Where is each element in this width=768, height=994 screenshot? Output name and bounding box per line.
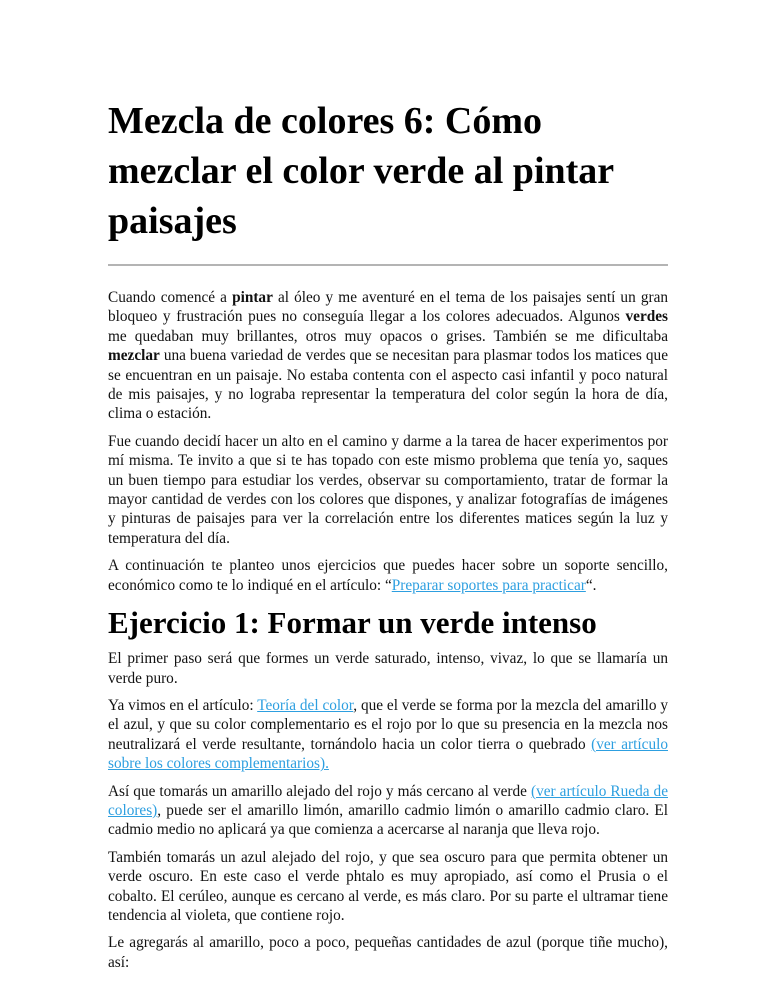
intro-paragraph-3 <box>108 556 668 595</box>
text: me quedaban muy brillantes, otros muy opacos o grises. También se me dificultaba <box>108 327 668 345</box>
link-teoria-del-color[interactable]: Teoría del color <box>257 696 354 714</box>
section1-paragraph-5: Le agregarás al amarillo, poco a poco, pequeñas cantidades de azul (porque tiñe mucho), así: <box>108 934 668 971</box>
section1-paragraph-3 <box>108 782 668 840</box>
link-preparar-soportes[interactable]: Preparar soportes para practicar <box>391 576 586 594</box>
text: Cuando comencé a <box>108 289 233 306</box>
text: Así que tomarás un amarillo alejado del rojo y más cercano al verde <box>108 782 531 800</box>
page-title: Mezcla de colores 6: Cómo mezclar el color verde al pintar paisajes <box>108 100 614 242</box>
bold-keyword-verdes: verdes <box>625 308 668 326</box>
title-divider <box>108 264 668 266</box>
section1-paragraph-2 <box>108 696 668 774</box>
text: una buena variedad de verdes que se necesitan para plasmar todos los matices que se encuentran en un paisaje. No estaba contenta con el aspecto casi infantil y poco natural de mis paisajes, y no lograba representar la temperatura del color según la hora de día, clima o estación. <box>108 347 668 423</box>
text: “. <box>585 576 597 594</box>
bold-keyword-pintar: pintar <box>232 289 273 306</box>
text: A continuación te planteo unos ejercicios que puedes hacer sobre un soporte sencillo, económico como te lo indiqué en el artículo: “ <box>108 557 668 594</box>
text: , que el verde se forma por la mezcla del amarillo y el azul, y que su color complementario es el rojo por lo que su presencia en la mezcla nos neutralizará el verde resultante, tornándolo hacia un color tierra o quebrado <box>108 696 668 753</box>
section1-paragraph-4: También tomarás un azul alejado del rojo, y que sea oscuro para que permita obtener un verde oscuro. En este caso el verde phtalo es muy apropiado, así como el Prusia o el cobalto. El cerúleo, aunque es cercano al verde, es más claro. Por su parte el ultramar tiene tendencia al violeta, que contiene rojo. <box>108 848 668 924</box>
section1-paragraph-1: El primer paso será que formes un verde saturado, intenso, vivaz, lo que se llamaría un verde puro. <box>108 650 668 687</box>
bold-keyword-mezclar: mezclar <box>108 347 160 365</box>
text: al óleo y me aventuré en el tema de los paisajes sentí un gran bloqueo y frustración pues no conseguía llegar a los colores adecuados. Algunos <box>108 289 669 326</box>
link-colores-complementarios[interactable]: (ver artículo sobre los colores complementarios). <box>108 735 668 773</box>
text: Ya vimos en el artículo: <box>108 696 258 714</box>
document-page <box>108 96 668 980</box>
text: , puede ser el amarillo limón, amarillo cadmio limón o amarillo cadmio claro. El cadmio medio no aplicará ya que comienza a acercarse al naranja que lleva rojo. <box>108 801 668 839</box>
link-rueda-de-colores[interactable]: (ver artículo Rueda de colores) <box>108 782 668 819</box>
intro-paragraph-1 <box>108 288 668 424</box>
intro-paragraph-2: Fue cuando decidí hacer un alto en el camino y darme a la tarea de hacer experimentos por mí misma. Te invito a que si te has topado con este mismo problema que tenía yo, saques un buen tiempo para estudiar los verdes, observar su comportamiento, tratar de formar la mayor cantidad de verdes con los colores que dispones, y analizar fotografías de imágenes y pinturas de paisajes para ver la correlación entre los diferentes matices según la luz y temperatura del día. <box>108 432 668 547</box>
section-heading-ejercicio-1: Ejercicio 1: Formar un verde intenso <box>108 605 597 641</box>
